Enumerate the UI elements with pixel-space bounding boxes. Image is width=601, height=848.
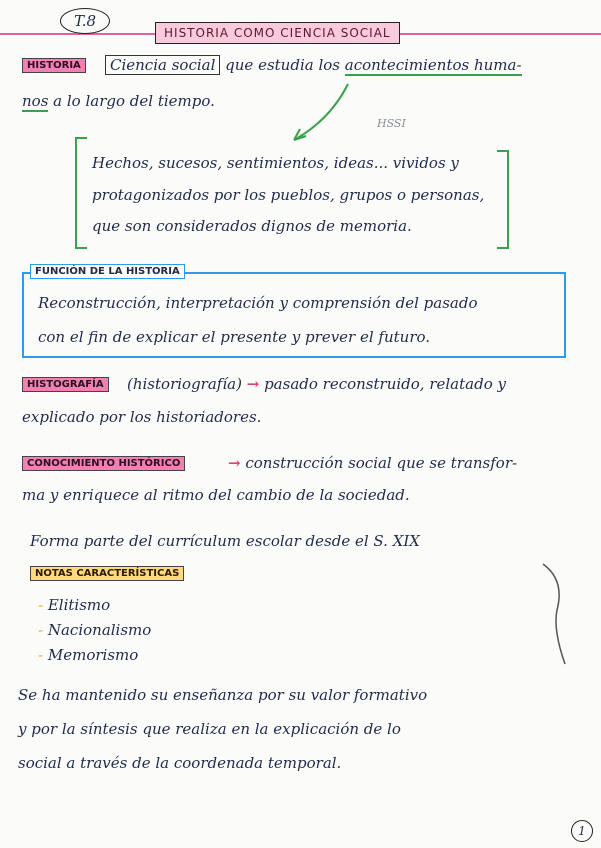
notas-item: - Elitismo — [38, 596, 111, 614]
historia-label: HISTORIA — [22, 58, 86, 73]
conocimiento-line-1 — [228, 454, 517, 472]
pink-arrow-icon: → — [246, 375, 260, 393]
historiografia-label: HISTOGRAFÍA — [22, 377, 109, 392]
curly-bracket-icon — [535, 560, 575, 670]
historia-line-1-underlined: acontecimientos huma- — [344, 56, 522, 74]
historiografia-paren: (historiografía) — [127, 375, 242, 393]
notas-item: - Memorismo — [38, 646, 139, 664]
historiografia-line-1-text: pasado reconstruido, relatado y — [264, 375, 506, 393]
green-arrow-icon — [280, 80, 360, 150]
conocimiento-line-2: ma y enriquece al ritmo del cambio de la sociedad. — [22, 486, 410, 504]
conocimiento-label: CONOCIMIENTO HISTÓRICO — [22, 456, 185, 471]
funcion-label: FUNCIÓN DE LA HISTORIA — [30, 264, 185, 279]
bracket-line-3: que son considerados dignos de memoria. — [92, 217, 412, 235]
historia-line-2 — [22, 92, 215, 110]
pink-arrow-icon: → — [228, 454, 241, 472]
funcion-line-2: con el fin de explicar el presente y prever el futuro. — [38, 328, 431, 346]
ciencia-social-box: Ciencia social — [105, 55, 220, 75]
bracket-line-2: protagonizados por los pueblos, grupos o personas, — [92, 186, 485, 204]
arrow-note: HSSI — [377, 117, 406, 130]
notas-label: NOTAS CARACTERÍSTICAS — [30, 566, 184, 581]
historia-line-1 — [105, 56, 522, 74]
historiografia-line-2: explicado por los historiadores. — [22, 408, 262, 426]
ensenanza-line-2: y por la síntesis que realiza en la explicación de lo — [18, 720, 401, 738]
historia-line-2-underlined: nos — [22, 92, 49, 110]
bracket-line-1: Hechos, sucesos, sentimientos, ideas... vividos y — [92, 154, 459, 172]
funcion-line-1: Reconstrucción, interpretación y comprensión del pasado — [38, 294, 478, 312]
conocimiento-line-1-text: construcción social que se transfor- — [245, 454, 518, 472]
historiografia-line-1 — [127, 375, 506, 393]
historia-line-1-rest: que estudia los — [225, 56, 340, 74]
historia-line-2-rest: a lo largo del tiempo. — [53, 92, 215, 110]
right-bracket — [497, 150, 509, 249]
topic-number: T.8 — [60, 8, 110, 34]
curriculum-line: Forma parte del currículum escolar desde el S. XIX — [30, 532, 420, 550]
page-number: 1 — [571, 820, 593, 842]
left-bracket — [75, 137, 87, 249]
ensenanza-line-1: Se ha mantenido su enseñanza por su valor formativo — [18, 686, 428, 704]
ensenanza-line-3: social a través de la coordenada temporal. — [18, 754, 342, 772]
notas-item: - Nacionalismo — [38, 621, 152, 639]
page-title: HISTORIA COMO CIENCIA SOCIAL — [155, 22, 400, 44]
